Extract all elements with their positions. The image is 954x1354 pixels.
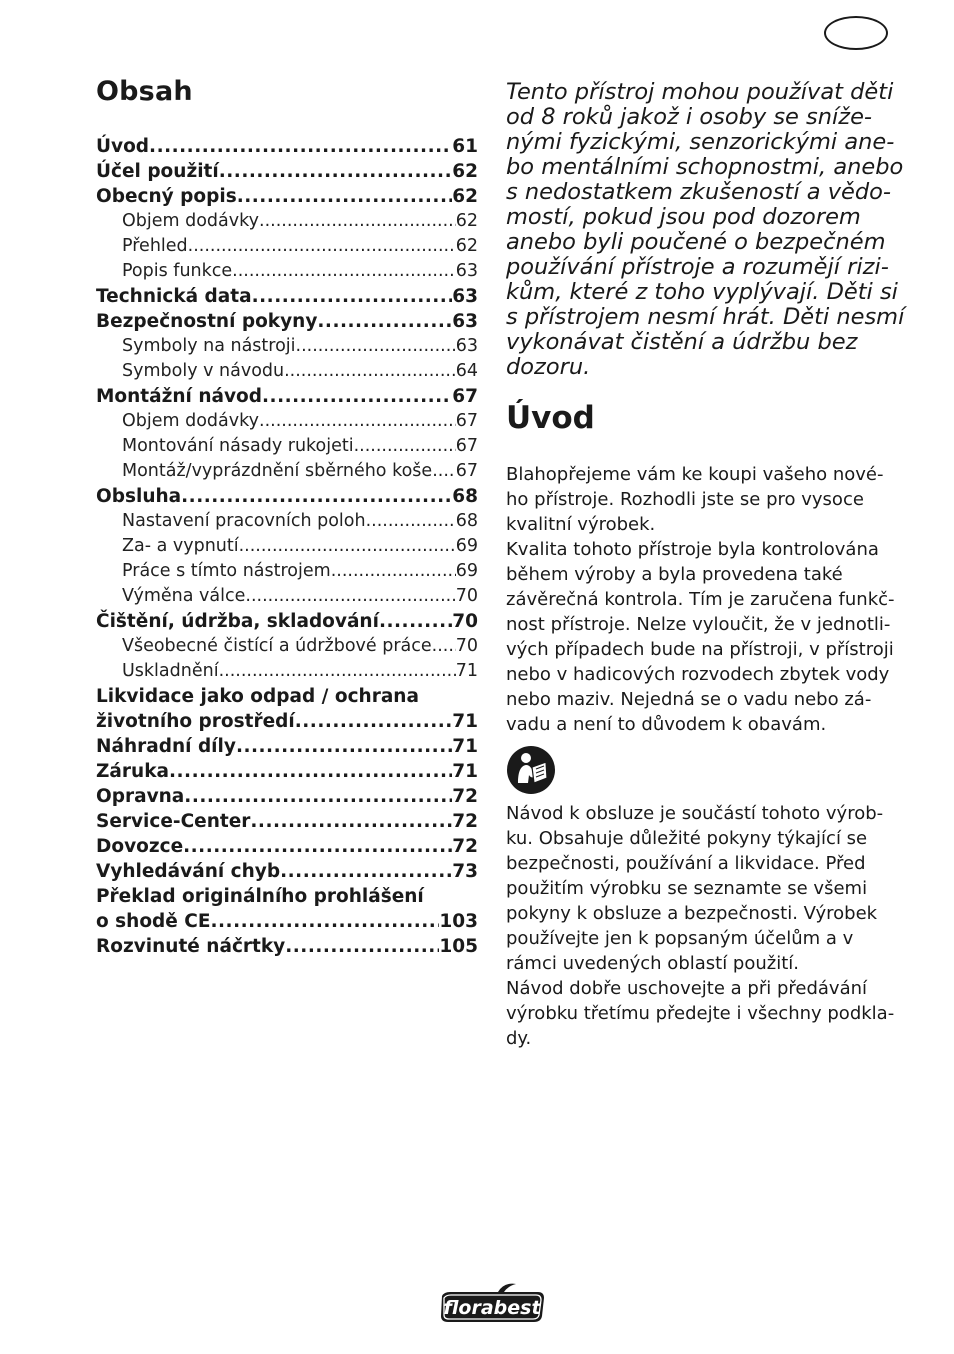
language-badge (824, 16, 888, 50)
table-of-contents (96, 74, 478, 959)
toc-leader-dots (219, 159, 453, 184)
toc-entry-label: Obsluha (96, 486, 182, 507)
right-column (506, 79, 905, 1051)
text-line: nebo v hadicových rozvodech zbytek vody (506, 664, 890, 685)
text-line: Blahopřejeme vám ke koupi vašeho nové- (506, 464, 884, 485)
text-line: nebo maziv. Nejedná se o vadu nebo zá- (506, 689, 872, 710)
text-line: nost přístroje. Nelze vyloučit, že v jednotli- (506, 614, 891, 635)
toc-entry-page: 71 (455, 661, 478, 681)
toc-entry-label: Úvod (96, 136, 150, 157)
toc-leader-dots (239, 534, 456, 559)
toc-entry (96, 859, 478, 884)
toc-entry-page: 70 (455, 636, 478, 656)
text-line: ku. Obsahuje důležité pokyny týkající se (506, 828, 868, 849)
toc-entry-label: Všeobecné čistící a údržbové práce (122, 636, 432, 656)
text-line: od 8 roků jakož i osoby se sníže- (506, 104, 873, 130)
florabest-logo (438, 1282, 548, 1326)
toc-entry-label: Překlad originálního prohlášení (96, 886, 424, 907)
text-line: nými fyzickými, senzorickými ane- (506, 129, 895, 155)
toc-entry-label: Čištění, údržba, skladování (96, 611, 379, 632)
toc-leader-dots (432, 634, 456, 659)
toc-leader-dots (169, 759, 452, 784)
text-line: používejte jen k popsaným účelům a v (506, 928, 854, 949)
toc-entry-label: Symboly v návodu (122, 361, 285, 381)
toc-leader-dots (259, 409, 456, 434)
toc-leader-dots (236, 734, 452, 759)
toc-entry (96, 409, 478, 434)
section-title-uvod: Úvod (506, 400, 595, 436)
toc-entry (96, 734, 478, 759)
toc-entry (96, 834, 478, 859)
toc-entry (96, 484, 478, 509)
toc-entry (96, 634, 478, 659)
toc-entry-page: 71 (452, 736, 478, 757)
text-line: s nedostatkem zkušeností a vědo- (506, 179, 892, 205)
logo-text: florabest (443, 1297, 541, 1319)
toc-entry-label: Výměna válce (122, 586, 246, 606)
text-line: Tento přístroj mohou používat děti (506, 79, 894, 105)
toc-leader-dots (366, 509, 456, 534)
toc-entry (96, 334, 478, 359)
toc-entry-label: Za- a vypnutí (122, 536, 239, 556)
toc-leader-dots (280, 859, 452, 884)
toc-entry-page: 63 (452, 311, 478, 332)
toc-entry (96, 534, 478, 559)
toc-leader-dots (296, 334, 456, 359)
text-line: dy. (506, 1028, 532, 1049)
toc-leader-dots (250, 809, 452, 834)
toc-entry-label: Objem dodávky (122, 411, 259, 431)
toc-leader-dots (181, 484, 452, 509)
toc-entry-label: Náhradní díly (96, 736, 236, 757)
toc-entry-page: 62 (452, 161, 478, 182)
toc-entry-page: 63 (452, 286, 478, 307)
toc-entry-label: Popis funkce (122, 261, 233, 281)
text-line: rámci uvedených oblastí použití. (506, 953, 800, 974)
text-line: použitím výrobku se seznamte se všemi (506, 878, 868, 899)
text-line: ho přístroje. Rozhodli jste se pro vysoce (506, 489, 864, 510)
toc-entry-page: 71 (452, 761, 478, 782)
toc-entry (96, 709, 478, 734)
toc-entry-page: 71 (452, 711, 478, 732)
toc-entry-label: Uskladnění (122, 661, 219, 681)
toc-entry (96, 284, 478, 309)
toc-entry-page: 70 (455, 586, 478, 606)
toc-leader-dots (285, 934, 439, 959)
toc-entry (96, 934, 478, 959)
toc-entry (96, 384, 478, 409)
toc-entry-page: 62 (455, 236, 478, 256)
text-line: kům, které z toho vyplývají. Děti si (506, 279, 898, 305)
toc-entry-page: 68 (455, 511, 478, 531)
toc-entry (96, 434, 478, 459)
text-line: anebo byli poučené o bezpečném (506, 229, 886, 255)
toc-entry-page: 73 (452, 861, 478, 882)
toc-entry-page: 70 (452, 611, 478, 632)
toc-leader-dots (379, 609, 452, 634)
toc-entry-label: Opravna (96, 786, 185, 807)
toc-entry-page: 72 (452, 786, 478, 807)
toc-entry-label: Záruka (96, 761, 169, 782)
toc-entry-page: 64 (455, 361, 478, 381)
toc-leader-dots (252, 284, 453, 309)
toc-entry (96, 134, 478, 159)
toc-entry (96, 184, 478, 209)
toc-entry (96, 559, 478, 584)
toc-entry (96, 884, 478, 909)
toc-entry-page: 67 (455, 436, 478, 456)
toc-entry-page: 62 (455, 211, 478, 231)
toc-entry-label: Dovozce (96, 836, 184, 857)
toc-entry-page: 72 (452, 811, 478, 832)
toc-leader-dots (262, 384, 452, 409)
toc-entry (96, 659, 478, 684)
toc-entry-page: 105 (439, 936, 478, 957)
toc-entry-page: 68 (452, 486, 478, 507)
text-line: pokyny k obsluze a bezpečnosti. Výrobek (506, 903, 878, 924)
text-line: výrobku třetímu předejte i všechny podkla- (506, 1003, 895, 1024)
toc-entry-label: Přehled (122, 236, 188, 256)
toc-entry-page: 69 (455, 561, 478, 581)
toc-leader-dots (188, 234, 456, 259)
toc-entry (96, 784, 478, 809)
text-line: vykonávat čistění a údržbu bez (506, 329, 858, 355)
toc-entry-label: Likvidace jako odpad / ochrana (96, 686, 419, 707)
toc-entry-page: 72 (452, 836, 478, 857)
toc-leader-dots (237, 184, 453, 209)
toc-entry (96, 809, 478, 834)
toc-leader-dots (259, 209, 456, 234)
toc-entry-label: o shodě CE (96, 911, 211, 932)
toc-entry-page: 63 (455, 261, 478, 281)
toc-leader-dots (317, 309, 452, 334)
text-line: vadu a není to důvodem k obavám. (506, 714, 827, 735)
toc-leader-dots (354, 434, 456, 459)
toc-entry-label: Práce s tímto nástrojem (122, 561, 331, 581)
toc-entry-label: Objem dodávky (122, 211, 259, 231)
toc-leader-dots (183, 834, 452, 859)
text-line: kvalitní výrobek. (506, 514, 656, 535)
toc-leader-dots (211, 909, 440, 934)
toc-leader-dots (245, 584, 455, 609)
toc-entry (96, 459, 478, 484)
toc-entry-label: Účel použití (96, 161, 219, 182)
toc-entry-label: Montáž/vyprázdnění sběrného koše (122, 461, 433, 481)
toc-entry-label: Montování násady rukojeti (122, 436, 354, 456)
text-line: vých případech bude na přístroji, v přístroji (506, 639, 894, 660)
toc-entry-page: 63 (455, 336, 478, 356)
toc-entry-page: 103 (439, 911, 478, 932)
toc-entry (96, 309, 478, 334)
read-manual-icon (506, 745, 556, 795)
toc-entry-page: 69 (455, 536, 478, 556)
text-line: s přístrojem nesmí hrát. Děti nesmí (506, 304, 905, 330)
toc-list (96, 134, 478, 959)
toc-entry (96, 234, 478, 259)
text-line: Kvalita tohoto přístroje byla kontrolována (506, 539, 879, 560)
toc-entry-label: životního prostředí (96, 711, 295, 732)
toc-entry (96, 209, 478, 234)
toc-leader-dots (432, 459, 456, 484)
text-line: bezpečnosti, používání a likvidace. Před (506, 853, 866, 874)
manual-paragraph (506, 801, 896, 1051)
toc-leader-dots (295, 709, 453, 734)
toc-entry-page: 61 (452, 136, 478, 157)
toc-entry-page: 67 (455, 411, 478, 431)
text-line: dozoru. (506, 354, 591, 380)
toc-entry-label: Symboly na nástroji (122, 336, 296, 356)
toc-entry-label: Montážní návod (96, 386, 263, 407)
toc-leader-dots (331, 559, 456, 584)
toc-entry-label: Service-Center (96, 811, 251, 832)
text-line: bo mentálními schopnostmi, anebo (506, 154, 904, 180)
toc-entry (96, 759, 478, 784)
text-line: Návod dobře uschovejte a při předávání (506, 978, 868, 999)
toc-entry-label: Rozvinuté náčrtky (96, 936, 286, 957)
toc-entry (96, 359, 478, 384)
toc-entry-label: Obecný popis (96, 186, 237, 207)
toc-entry-label: Nastavení pracovních poloh (122, 511, 366, 531)
toc-title: Obsah (96, 76, 193, 107)
toc-entry-page: 67 (452, 386, 478, 407)
text-line: používání přístroje a rozumějí rizi- (506, 254, 889, 280)
intro-paragraph (506, 462, 896, 737)
toc-entry (96, 609, 478, 634)
text-line: během výroby a byla provedena také (506, 564, 843, 585)
toc-leader-dots (284, 359, 456, 384)
child-safety-warning (506, 79, 905, 380)
toc-entry (96, 584, 478, 609)
toc-entry (96, 909, 478, 934)
toc-leader-dots (149, 134, 452, 159)
toc-entry (96, 684, 478, 709)
toc-entry-page: 62 (452, 186, 478, 207)
toc-entry-page: 67 (455, 461, 478, 481)
toc-entry-label: Bezpečnostní pokyny (96, 311, 318, 332)
toc-leader-dots (219, 659, 456, 684)
toc-entry (96, 159, 478, 184)
toc-leader-dots (184, 784, 452, 809)
toc-entry-label: Vyhledávání chyb (96, 861, 281, 882)
text-line: mostí, pokud jsou pod dozorem (506, 204, 861, 230)
toc-leader-dots (232, 259, 456, 284)
toc-entry (96, 509, 478, 534)
text-line: Návod k obsluze je součástí tohoto výrob- (506, 803, 884, 824)
toc-entry-label: Technická data (96, 286, 252, 307)
text-line: závěrečná kontrola. Tím je zaručena funkč- (506, 589, 895, 610)
toc-entry (96, 259, 478, 284)
